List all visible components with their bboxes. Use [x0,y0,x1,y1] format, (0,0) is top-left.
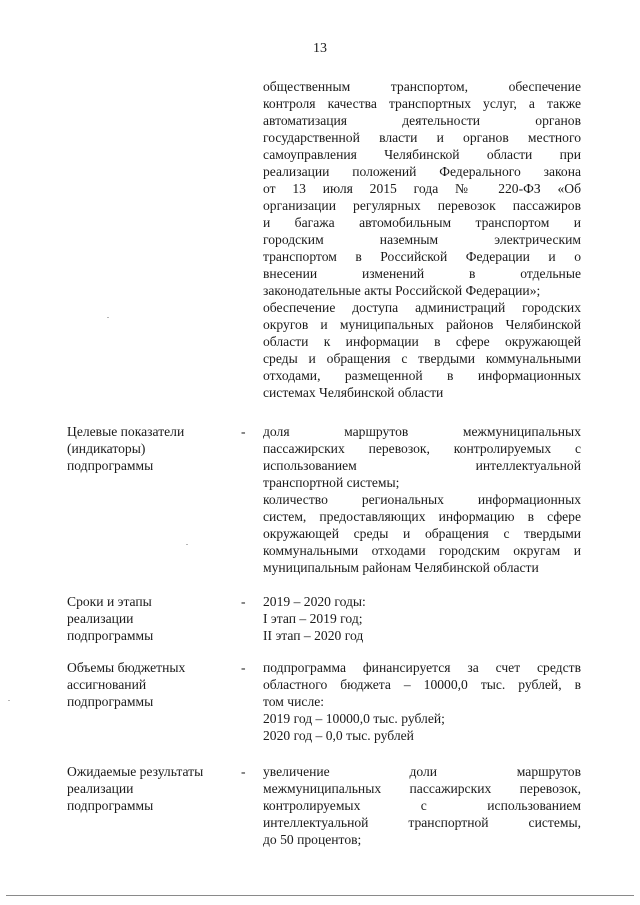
section-label [67,423,184,474]
text-line: системах Челябинской области [263,385,444,400]
text-line: 2019 – 2020 годы: [263,594,366,609]
text-line: и багажа автомобильным транспортом и [263,215,581,230]
text-line: от 13 июля 2015 года № 220-ФЗ «Об [263,181,581,196]
text-line: транспортной системы; [263,475,400,490]
text-line: коммунальными отходами городским округам и [263,543,581,558]
text-line: транспортом в Российской Федерации и о [263,249,581,264]
text-line: межмуниципальных пассажирских перевозок, [263,781,581,796]
dash-separator: - [241,764,246,779]
text-line: до 50 процентов; [263,832,362,847]
text-line: внесении изменений в отдельные [263,266,581,281]
section-label [67,763,203,814]
text-line: государственной власти и органов местного [263,130,581,145]
text-line: муниципальным районам Челябинской области [263,560,539,575]
text-line: доля маршрутов межмуниципальных [263,424,581,439]
page-number: 13 [313,41,327,56]
text-line: пассажирских перевозок, контролируемых с [263,441,581,456]
text-line: законодательные акты Российской Федерации»; [263,283,541,298]
text-line: среды и обращения с твердыми коммунальными [263,351,581,366]
text-line: увеличение доли маршрутов [263,764,581,779]
label-line: Объемы бюджетных [67,660,186,675]
text-line: I этап – 2019 год; [263,611,363,626]
label-line: подпрограммы [67,798,154,813]
label-line: Целевые показатели [67,424,185,439]
label-line: подпрограммы [67,694,154,709]
dash-separator: - [241,424,246,439]
label-line: подпрограммы [67,628,154,643]
label-line: Ожидаемые результаты [67,764,204,779]
text-line: контролируемых с использованием [263,798,581,813]
text-line: реализации положений Федерального закона [263,164,581,179]
label-line: Сроки и этапы [67,594,152,609]
text-line: 2019 год – 10000,0 тыс. рублей; [263,711,445,726]
text-line: общественным транспортом, обеспечение [263,79,581,94]
text-line: количество региональных информационных [263,492,581,507]
text-line: подпрограмма финансируется за счет средств [263,660,581,675]
text-line: городским наземным электрическим [263,232,581,247]
text-line: округов и муниципальных районов Челябинской [263,317,581,332]
label-line: (индикаторы) [67,441,146,456]
section-label [67,659,185,710]
scan-speck [107,317,109,318]
text-line: контроля качества транспортных услуг, а также [263,96,581,111]
label-line: реализации [67,781,134,796]
text-line: II этап – 2020 год [263,628,364,643]
text-line: автоматизация деятельности органов [263,113,581,128]
text-line: том числе: [263,694,325,709]
label-line: ассигнований [67,677,147,692]
label-line: реализации [67,611,134,626]
text-line: использованием интеллектуальной [263,458,581,473]
text-line: самоуправления Челябинской области при [263,147,581,162]
text-line: интеллектуальной транспортной системы, [263,815,581,830]
dash-separator: - [241,660,246,675]
bottom-edge-line [6,895,634,896]
dash-separator: - [241,594,246,609]
text-line: окружающей среды и обращения с твердыми [263,526,581,541]
text-line: обеспечение доступа администраций городских [263,300,581,315]
scan-speck [8,700,10,701]
label-line: подпрограммы [67,458,154,473]
text-line: области к информации в сфере окружающей [263,334,581,349]
section-label [67,593,153,644]
text-line: систем, предоставляющих информацию в сфере [263,509,581,524]
text-line: областного бюджета – 10000,0 тыс. рублей, в [263,677,581,692]
text-line: 2020 год – 0,0 тыс. рублей [263,728,414,743]
scan-speck [186,544,188,545]
text-line: организации регулярных перевозок пассажиров [263,198,581,213]
text-line: отходами, размещенной в информационных [263,368,581,383]
